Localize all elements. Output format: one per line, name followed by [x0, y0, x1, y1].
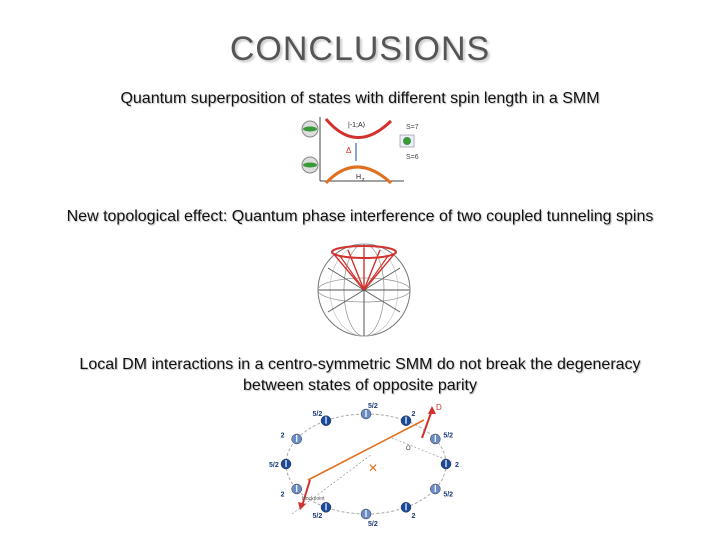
sphere-phase-figure: [313, 240, 415, 338]
center-label: O: [406, 446, 411, 452]
spin-label: 2: [280, 432, 285, 440]
spin-label: 5/2: [269, 462, 279, 469]
conclusion-point-2: New topological effect: Quantum phase interference of two coupled tunneling spins: [66, 208, 654, 225]
spin-label: 5/2: [368, 521, 378, 528]
conclusion-point-3-line-1: Local DM interactions in a centro-symmetric SMM do not break the degeneracy: [79, 356, 641, 373]
svg-text:✕: ✕: [368, 461, 379, 475]
s7-label: S=7: [406, 124, 419, 131]
spin-label: 2: [411, 410, 416, 418]
s6-label: S=6: [406, 154, 419, 161]
spin-label: 2: [411, 513, 416, 521]
figure3-caption: blockpoint: [302, 496, 325, 502]
level-top-label: |-1;A⟩: [348, 122, 366, 129]
conclusion-point-3: [0, 354, 720, 396]
spin-label: 5/2: [368, 403, 378, 410]
level-crossing-figure: [296, 115, 428, 187]
spin-label: 2: [280, 491, 285, 499]
spin-sites: [269, 403, 459, 528]
spin-label: 5/2: [443, 432, 454, 440]
d-label: D: [436, 403, 442, 412]
hz-sub-label: z: [362, 177, 365, 183]
spin-label: 5/2: [312, 513, 323, 521]
spin-label: 2: [455, 462, 459, 469]
conclusion-point-3-line-2: between states of opposite parity: [243, 377, 477, 394]
slide-title: CONCLUSIONS: [229, 30, 491, 68]
hz-label: H: [356, 174, 362, 181]
spin-ring-figure: [269, 398, 460, 528]
spin-label: 5/2: [312, 410, 323, 418]
conclusion-point-1: Quantum superposition of states with different spin length in a SMM: [120, 90, 600, 107]
delta-label: Δ: [346, 146, 352, 155]
spin-label: 5/2: [443, 491, 454, 499]
